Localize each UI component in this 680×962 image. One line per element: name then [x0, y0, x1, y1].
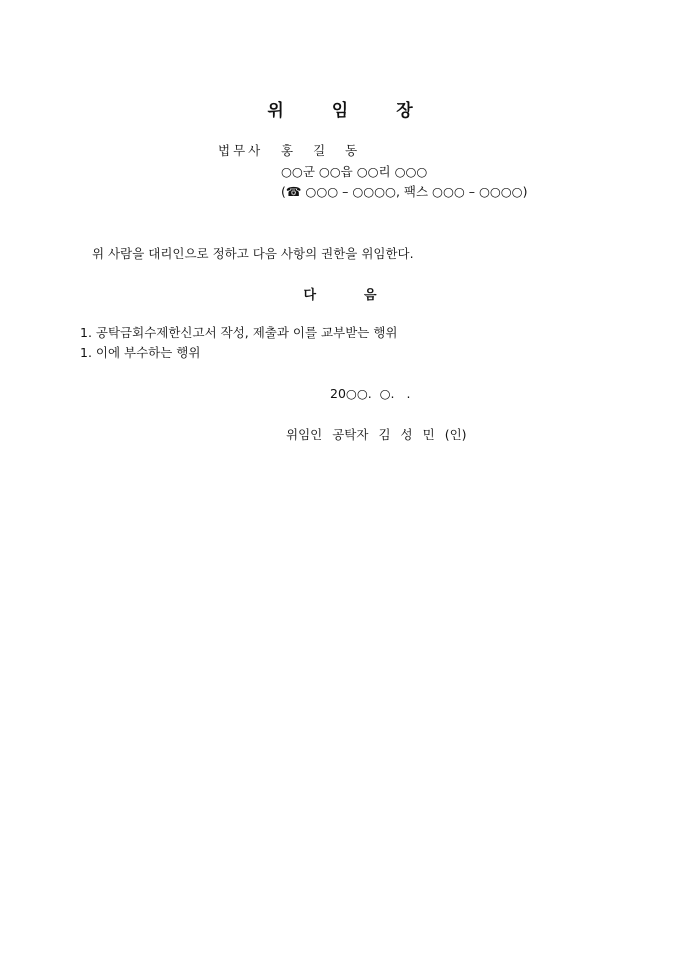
- signature-line: [286, 427, 477, 443]
- name-char: 길: [313, 143, 326, 158]
- list-item: 1. 공탁금회수제한신고서 작성, 제출과 이를 교부받는 행위: [80, 325, 398, 340]
- signature-name-char: 성: [400, 427, 413, 442]
- name-char: 홍: [281, 143, 294, 158]
- title-char: 위: [267, 101, 284, 121]
- licensee-address: ○○군 ○○읍 ○○리 ○○○: [281, 164, 428, 179]
- document-title: [0, 96, 680, 121]
- heading-char: 음: [364, 288, 377, 303]
- licensee-label: 법무사: [218, 143, 264, 158]
- list-item: 1. 이에 부수하는 행위: [80, 345, 201, 360]
- title-char: 임: [331, 101, 349, 121]
- delegation-statement: 위 사람을 대리인으로 정하고 다음 사항의 권한을 위임한다.: [92, 246, 414, 261]
- title-char: 장: [396, 101, 413, 121]
- signature-name-char: 민: [422, 427, 435, 442]
- signature-name-char: 김: [378, 427, 391, 442]
- heading-char: 다: [303, 288, 316, 303]
- signature-title: 공탁자: [332, 427, 369, 442]
- signature-role: 위임인: [286, 427, 323, 442]
- name-char: 동: [345, 143, 358, 158]
- signature-seal: (인): [444, 427, 467, 442]
- document-date: 20○○. ○. .: [330, 386, 411, 401]
- licensee-contact: (☎ ○○○ – ○○○○, 팩스 ○○○ – ○○○○): [281, 184, 528, 199]
- licensee-name: [281, 143, 377, 159]
- section-heading: [0, 284, 680, 303]
